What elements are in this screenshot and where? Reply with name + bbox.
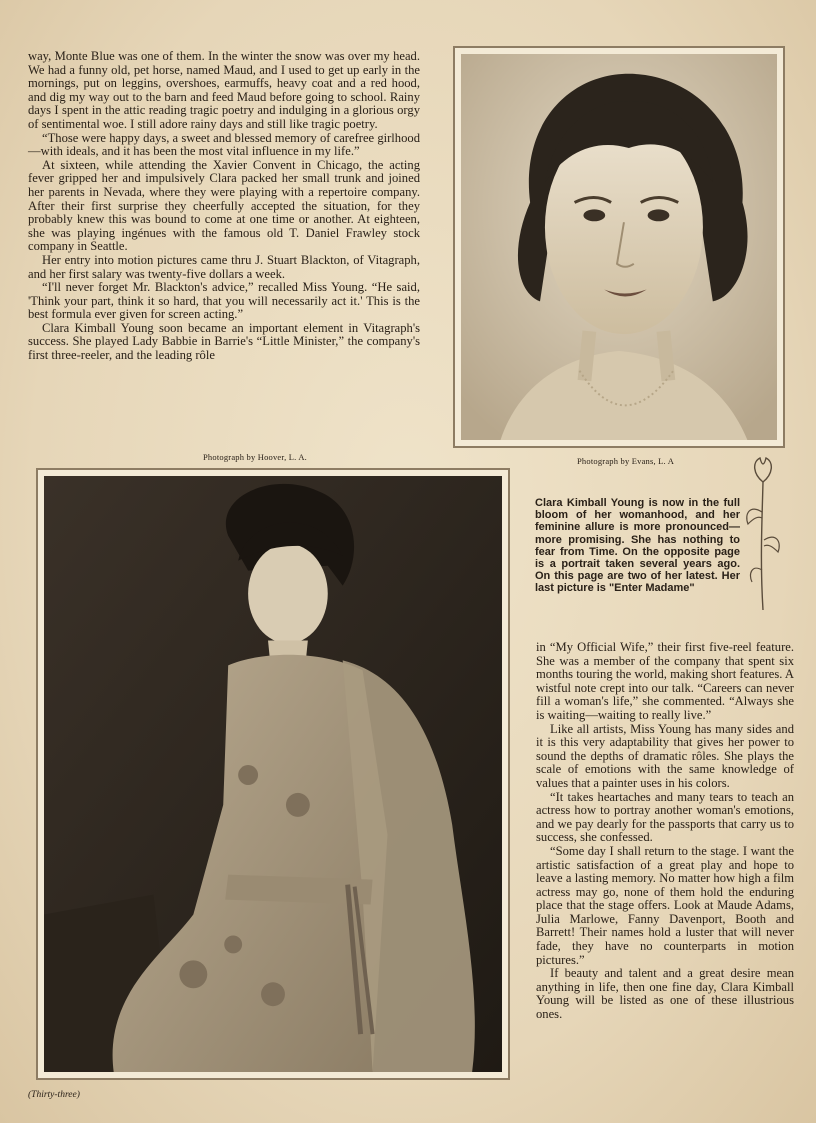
- photo-credit-right: Photograph by Evans, L. A: [577, 456, 675, 466]
- flower-ornament-icon: [738, 452, 788, 614]
- article-paragraph: “Some day I shall return to the stage. I want the artistic satisfaction of a great play and hope to leave a lasting memory. No matter how high a film actress may go, none of them hold the enduring place that the stage offers. Look at Maude Adams, Julia Marlowe, Fanny Davenport, Booth and Barrett! Their names hold a luster that will never fade, they have no counterparts in motion pictures.”: [536, 843, 794, 967]
- article-paragraph: in “My Official Wife,” their first five-reel feature. She was a member of the company that spent six months touring the world, making short features. A wistful note crept into our talk. “Careers can never fill a woman's life,” she commented. “Always she is waiting—waiting to really live.”: [536, 640, 794, 722]
- portrait-photo-image: [461, 54, 777, 440]
- seated-photo-image: [44, 476, 502, 1072]
- photo-credit-left: Photograph by Hoover, L. A.: [203, 452, 307, 462]
- article-paragraph: If beauty and talent and a great desire mean anything in life, then one fine day, Clara Kimball Young will be listed as one of these illustrious ones.: [536, 966, 794, 1022]
- portrait-photo: [453, 46, 785, 448]
- article-paragraph: “Those were happy days, a sweet and blessed memory of carefree girlhood—with ideals, and it has been the most vital influence in my life.”: [28, 130, 420, 159]
- photo-caption: Clara Kimball Young is now in the full bloom of her womanhood, and her feminine allure is more pronounced—more promising. She has nothing to fear from Time. On the opposite page is a portrait taken several years ago. On this page are two of her latest. Her last picture is "Enter Madame": [535, 497, 740, 595]
- seated-photo: [36, 468, 510, 1080]
- article-paragraph: “It takes heartaches and many tears to teach an actress how to portray another woman's emotions, and we pay dearly for the passports that carry us to success, she confessed.: [536, 789, 794, 845]
- article-paragraph: “I'll never forget Mr. Blackton's advice,” recalled Miss Young. “He said, 'Think your part, think it so hard, that you will necessarily act it.' This is the best formula ever given for screen acting.”: [28, 280, 420, 322]
- article-paragraph: Clara Kimball Young soon became an important element in Vitagraph's success. She played Lady Babbie in Barrie's “Little Minister,” the company's first three-reeler, and the leading rôle: [28, 320, 420, 363]
- article-paragraph: Like all artists, Miss Young has many sides and it is this very adaptability that gives her power to sound the depths of dramatic rôles. She plays the scale of emotions with the same knowledge of values that a painter uses in his colors.: [536, 721, 794, 790]
- article-text-bottom: [536, 641, 794, 1022]
- article-paragraph: way, Monte Blue was one of them. In the winter the snow was over my head. We had a funny old, pet horse, named Maud, and I used to get up early in the mornings, put on leggins, overshoes, earmuffs, heavy coat and a red hood, and dig my way out to the barn and feed Maud before going to school. Rainy days I spent in the attic reading tragic poetry and indulging in a glorious orgy of sentimental woe. I still adore rainy days and still like tragic poetry.: [28, 49, 420, 131]
- article-paragraph: At sixteen, while attending the Xavier Convent in Chicago, the acting fever gripped her and impulsively Clara packed her small trunk and joined her parents in Nevada, where they were playing with a repertoire company. After their first surprise they cheerfully accepted the situation, for they probably knew this was bound to come at one time or another. At eighteen, she was playing ingénues with the famous old T. Daniel Frawley stock company in Seattle.: [28, 157, 420, 254]
- article-paragraph: Her entry into motion pictures came thru J. Stuart Blackton, of Vitagraph, and her first salary was twenty-five dollars a week.: [28, 252, 420, 281]
- page-number: (Thirty-three): [28, 1090, 80, 1100]
- article-text-top: [28, 50, 420, 363]
